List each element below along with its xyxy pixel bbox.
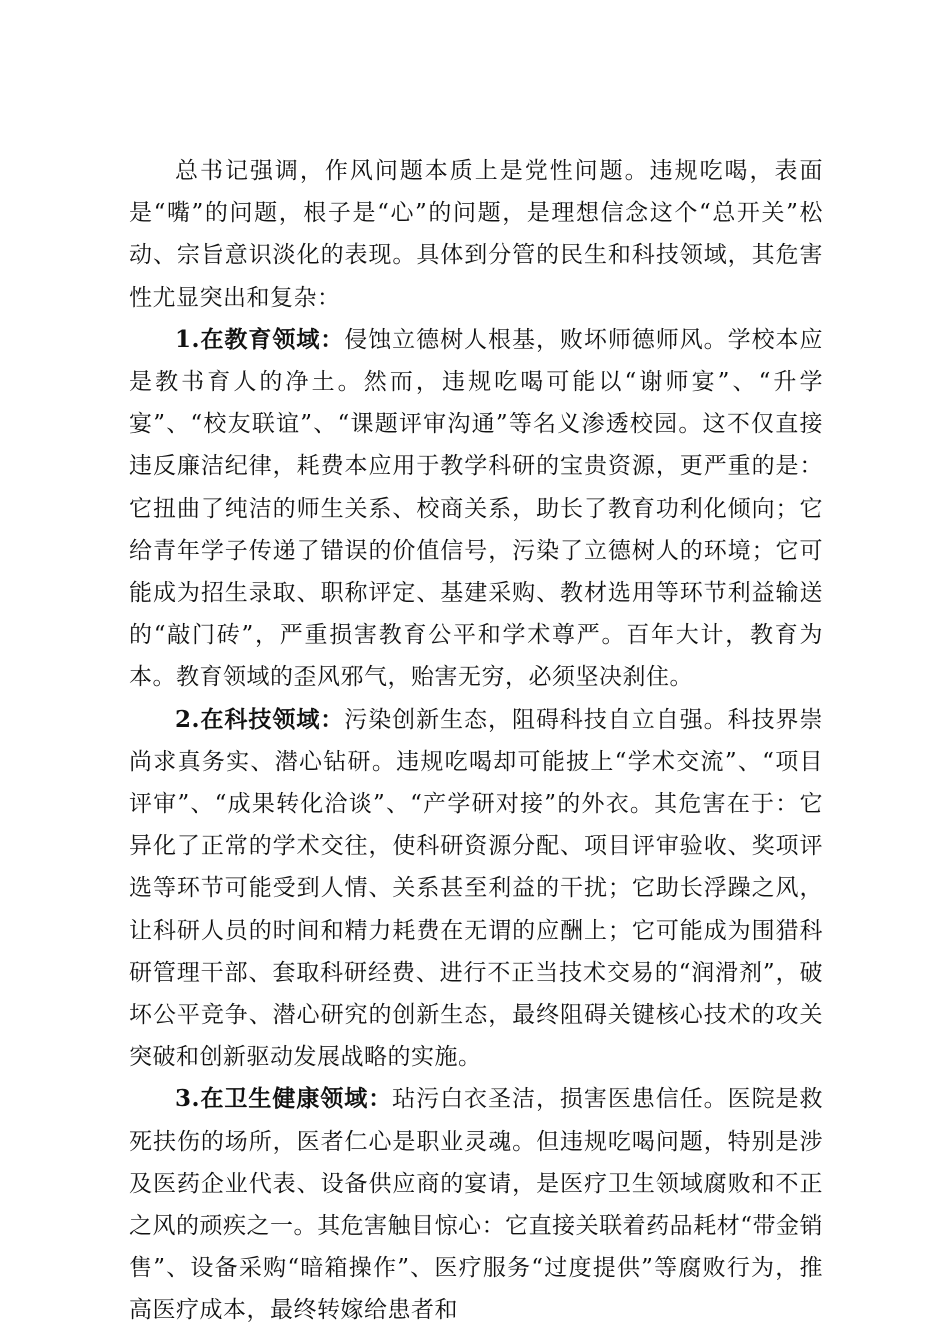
intro-paragraph <box>129 150 823 319</box>
education-heading: 1.在教育领域： <box>175 325 345 353</box>
technology-paragraph-text: 污染创新生态，阻碍科技自立自强。科技界崇尚求真务实、潜心钻研。违规吃喝却可能披上“学术交流”、“项目评审”、“成果转化洽谈”、“产学研对接”的外衣。其危害在于：它异化了正常的学术交往，使科研资源分配、项目评审验收、奖项评选等环节可能受到人情、关系甚至利益的干扰；它助长浮躁之风，让科研人员的时间和精力耗费在无谓的应酬上；它可能成为围猎科研管理干部、套取科研经费、进行不正当技术交易的“润滑剂”，破坏公平竞争、潜心研究的创新生态，最终阻碍关键核心技术的攻关突破和创新驱动发展战略的实施。 <box>129 706 824 1071</box>
education-paragraph <box>129 319 823 699</box>
technology-heading: 2.在科技领域： <box>175 705 345 733</box>
health-paragraph-text: 玷污白衣圣洁，损害医患信任。医院是救死扶伤的场所，医者仁心是职业灵魂。但违规吃喝问题，特别是涉及医药企业代表、设备供应商的宴请，是医疗卫生领域腐败和不正之风的顽疾之一。其危害触目惊心：它直接关联着药品耗材“带金销售”、设备采购“暗箱操作”、医疗服务“过度提供”等腐败行为，推高医疗成本，最终转嫁给患者和 <box>129 1086 824 1324</box>
technology-paragraph <box>129 699 823 1079</box>
education-paragraph-text: 侵蚀立德树人根基，败坏师德师风。学校本应是教书育人的净土。然而，违规吃喝可能以“谢师宴”、“升学宴”、“校友联谊”、“课题评审沟通”等名义渗透校园。这不仅直接违反廉洁纪律，耗费本应用于教学科研的宝贵资源，更严重的是：它扭曲了纯洁的师生关系、校商关系，助长了教育功利化倾向；它给青年学子传递了错误的价值信号，污染了立德树人的环境；它可能成为招生录取、职称评定、基建采购、教材选用等环节利益输送的“敲门砖”，严重损害教育公平和学术尊严。百年大计，教育为本。教育领域的歪风邪气，贻害无穷，必须坚决刹住。 <box>129 326 824 691</box>
document-body <box>129 150 823 1332</box>
health-paragraph <box>129 1078 823 1331</box>
health-heading: 3.在卫生健康领域： <box>175 1085 393 1113</box>
intro-paragraph-text: 总书记强调，作风问题本质上是党性问题。违规吃喝，表面是“嘴”的问题，根子是“心”的问题，是理想信念这个“总开关”松动、宗旨意识淡化的表现。具体到分管的民生和科技领域，其危害性尤显突出和复杂： <box>129 158 823 311</box>
